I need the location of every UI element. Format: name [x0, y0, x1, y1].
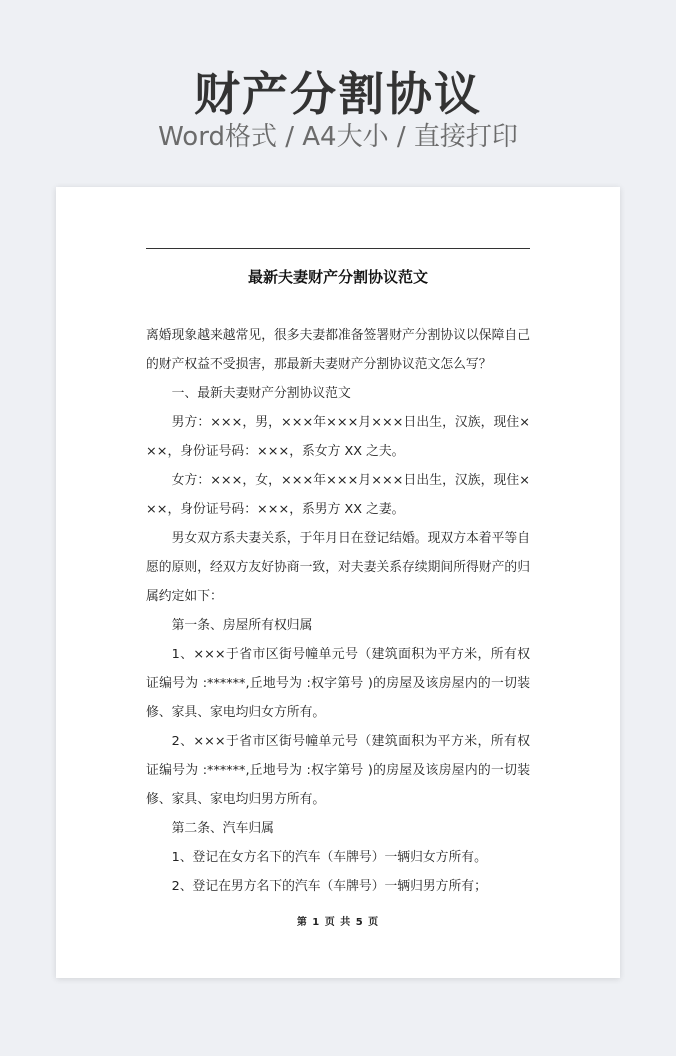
paragraph-car-1: 1、登记在女方名下的汽车（车牌号）一辆归女方所有。: [171, 850, 487, 865]
banner-subtitle: Word格式 / A4大小 / 直接打印: [158, 122, 518, 152]
paragraph-house-1: 1、×××于省市区街号幢单元号（建筑面积为平方米，所有权证编号为 :******,丘地号为 :权字第号 )的房屋及该房屋内的一切装修、家具、家电均归女方所有。: [146, 647, 530, 720]
document-body: [146, 321, 530, 901]
paragraph-car-2: 2、登记在男方名下的汽车（车牌号）一辆归男方所有；: [171, 879, 487, 894]
banner-title: 财产分割协议: [194, 67, 482, 121]
document-page: [56, 187, 620, 978]
header-rule: [146, 248, 530, 249]
paragraph-male-party: 男方：×××，男，×××年×××月×××日出生，汉族，现住×××，身份证号码：×××，系女方 XX 之夫。: [146, 415, 530, 459]
page-number: 第 1 页 共 5 页: [296, 917, 380, 928]
paragraph-female-party: 女方：×××，女，×××年×××月×××日出生，汉族，现住×××，身份证号码：×××，系男方 XX 之妻。: [146, 473, 530, 517]
paragraph-house-2: 2、×××于省市区街号幢单元号（建筑面积为平方米，所有权证编号为 :******,丘地号为 :权字第号 )的房屋及该房屋内的一切装修、家具、家电均归男方所有。: [146, 734, 530, 807]
article-heading-car: 第二条、汽车归属: [171, 821, 274, 836]
section-heading: 一、最新夫妻财产分割协议范文: [171, 386, 351, 401]
paragraph-intro: 离婚现象越来越常见，很多夫妻都准备签署财产分割协议以保障自己的财产权益不受损害，那最新夫妻财产分割协议范文怎么写？: [146, 328, 530, 372]
document-title: 最新夫妻财产分割协议范文: [247, 268, 428, 286]
article-heading-house: 第一条、房屋所有权归属: [171, 618, 313, 633]
paragraph-agreement-basis: 男女双方系夫妻关系，于年月日在登记结婚。现双方本着平等自愿的原则，经双方友好协商一致，对夫妻关系存续期间所得财产的归属约定如下：: [146, 531, 530, 604]
